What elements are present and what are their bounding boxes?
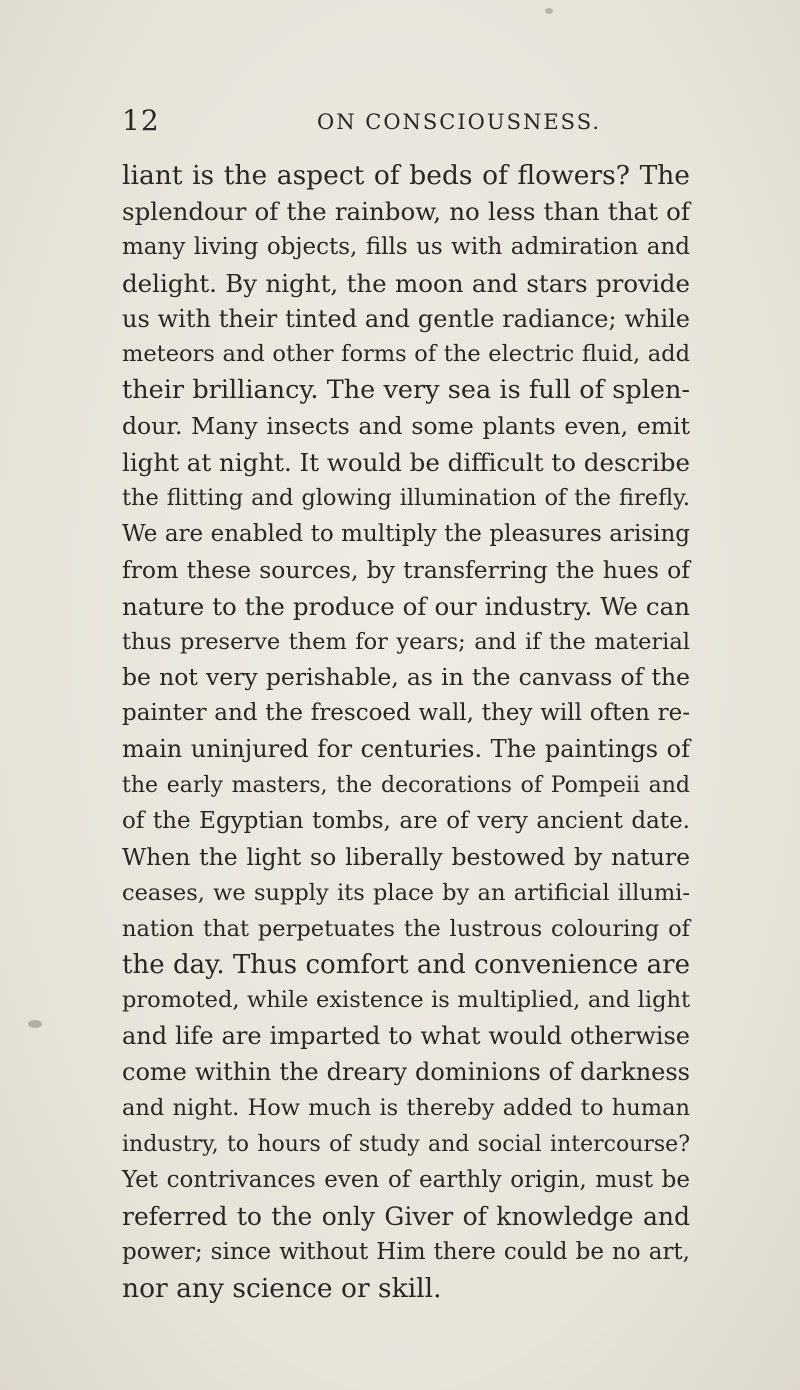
text-line: and life are imparted to what would otherwise <box>122 1022 690 1051</box>
text-line: and night. How much is thereby added to human <box>122 1095 690 1122</box>
text-line: power; since without Him there could be no art, <box>122 1238 690 1265</box>
page-header <box>122 104 722 144</box>
text-line: dour. Many insects and some plants even, emit <box>122 412 690 441</box>
text-line: the early masters, the decorations of Pompeii and <box>122 773 690 799</box>
text-line: promoted, while existence is multiplied, and light <box>122 987 690 1014</box>
text-line: many living objects, fills us with admiration and <box>122 233 690 260</box>
text-line: the flitting and glowing illumination of the firefly. <box>122 485 690 512</box>
text-line: industry, to hours of study and social intercourse? <box>122 1132 690 1158</box>
text-line: light at night. It would be difficult to describe <box>122 448 690 478</box>
text-line: meteors and other forms of the electric fluid, add <box>122 341 690 368</box>
text-line: nature to the produce of our industry. We can <box>122 591 690 621</box>
text-line: referred to the only Giver of knowledge and <box>122 1201 690 1231</box>
ink-smudge <box>545 8 553 14</box>
running-head: ON CONSCIOUSNESS. <box>317 110 602 134</box>
page-number: 12 <box>122 104 160 137</box>
text-line: thus preserve them for years; and if the material <box>122 628 690 655</box>
text-line: main uninjured for centuries. The paintings of <box>122 735 690 764</box>
text-line: painter and the frescoed wall, they will often re- <box>122 700 690 727</box>
ink-smudge <box>28 1020 42 1028</box>
text-line: of the Egyptian tombs, are of very ancient date. <box>122 808 690 835</box>
text-line: When the light so liberally bestowed by nature <box>122 842 690 871</box>
text-line: nation that perpetuates the lustrous colouring of <box>122 915 690 942</box>
body-text <box>122 158 690 1307</box>
text-line: from these sources, by transferring the hues of <box>122 555 690 584</box>
text-line: delight. By night, the moon and stars provide <box>122 268 690 298</box>
text-line: Yet contrivances even of earthly origin, must be <box>122 1166 690 1193</box>
text-line: nor any science or skill. <box>122 1272 442 1304</box>
text-line: liant is the aspect of beds of flowers? The <box>122 160 690 191</box>
text-line: their brilliancy. The very sea is full of splen- <box>122 375 690 406</box>
text-line: us with their tinted and gentle radiance; while <box>122 304 690 333</box>
text-line: splendour of the rainbow, no less than that of <box>122 196 690 226</box>
text-line: We are enabled to multiply the pleasures arising <box>122 520 690 547</box>
text-line: the day. Thus comfort and convenience are <box>122 949 690 980</box>
text-line: ceases, we supply its place by an artificial illumi- <box>122 879 690 906</box>
text-line: come within the dreary dominions of darkness <box>122 1058 690 1087</box>
text-line: be not very perishable, as in the canvass of the <box>122 663 690 692</box>
